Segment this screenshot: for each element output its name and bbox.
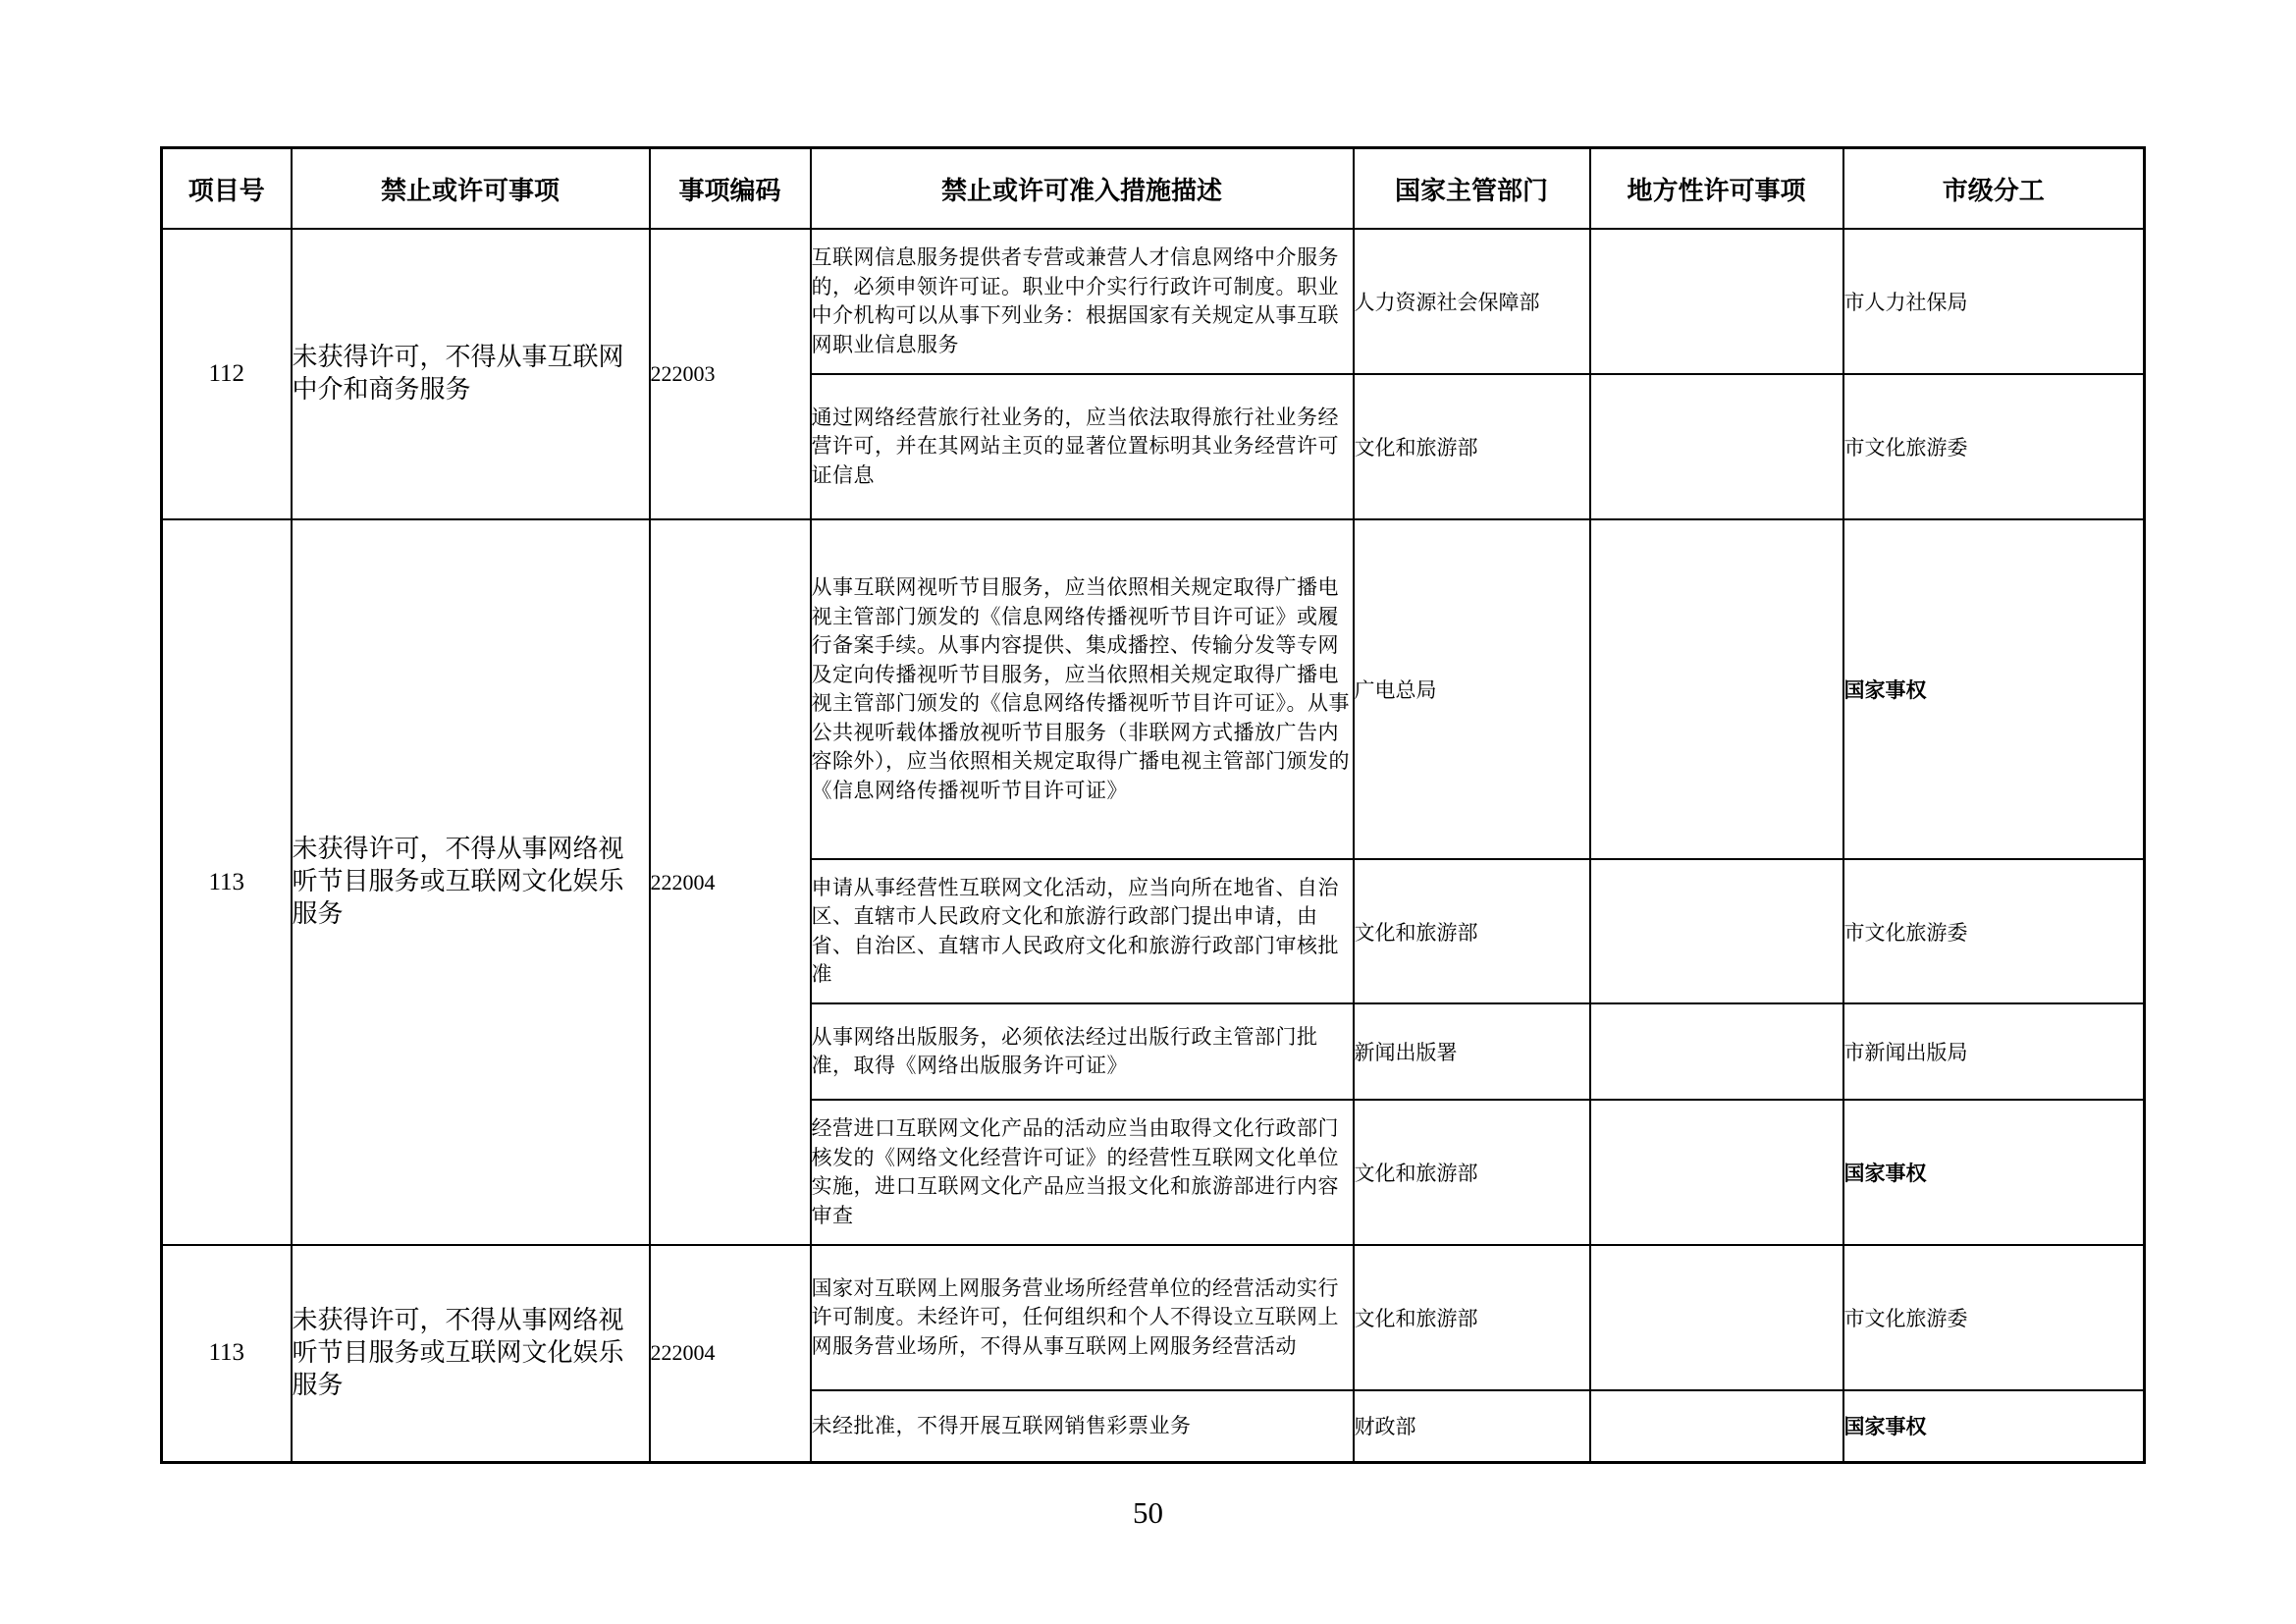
item-code: 222004: [650, 1245, 811, 1462]
item-number: 112: [162, 229, 292, 519]
header-num: 项目号: [162, 148, 292, 230]
local-permit: [1590, 1390, 1843, 1462]
measure-description: 经营进口互联网文化产品的活动应当由取得文化行政部门核发的《网络文化经营许可证》的经营性互联网文化单位实施，进口互联网文化产品应当报文化和旅游部进行内容审查: [811, 1100, 1354, 1245]
city-division: 市新闻出版局: [1843, 1003, 2145, 1100]
measure-description: 国家对互联网上网服务营业场所经营单位的经营活动实行许可制度。未经许可，任何组织和个人不得设立互联网上网服务营业场所，不得从事互联网上网服务经营活动: [811, 1245, 1354, 1390]
city-division: 市人力社保局: [1843, 229, 2145, 374]
city-division: 国家事权: [1843, 1100, 2145, 1245]
national-department: 广电总局: [1354, 519, 1590, 859]
city-division: 市文化旅游委: [1843, 374, 2145, 519]
measure-description: 互联网信息服务提供者专营或兼营人才信息网络中介服务的，必须申领许可证。职业中介实行行政许可制度。职业中介机构可以从事下列业务：根据国家有关规定从事互联网职业信息服务: [811, 229, 1354, 374]
national-department: 文化和旅游部: [1354, 1245, 1590, 1390]
local-permit: [1590, 859, 1843, 1003]
measure-description: 从事网络出版服务，必须依法经过出版行政主管部门批准，取得《网络出版服务许可证》: [811, 1003, 1354, 1100]
page-number: 50: [1133, 1495, 1163, 1530]
national-department: 人力资源社会保障部: [1354, 229, 1590, 374]
national-department: 新闻出版署: [1354, 1003, 1590, 1100]
item-name: 未获得许可，不得从事互联网中介和商务服务: [292, 229, 650, 519]
header-dept: 国家主管部门: [1354, 148, 1590, 230]
header-item: 禁止或许可事项: [292, 148, 650, 230]
city-division: 市文化旅游委: [1843, 1245, 2145, 1390]
item-code: 222004: [650, 519, 811, 1245]
national-department: 文化和旅游部: [1354, 1100, 1590, 1245]
item-name: 未获得许可，不得从事网络视听节目服务或互联网文化娱乐服务: [292, 1245, 650, 1462]
city-division: 国家事权: [1843, 1390, 2145, 1462]
measure-description: 申请从事经营性互联网文化活动，应当向所在地省、自治区、直辖市人民政府文化和旅游行政部门提出申请，由省、自治区、直辖市人民政府文化和旅游行政部门审核批准: [811, 859, 1354, 1003]
item-number: 113: [162, 519, 292, 1245]
local-permit: [1590, 229, 1843, 374]
table-row: [162, 229, 2145, 374]
local-permit: [1590, 1245, 1843, 1390]
national-department: 文化和旅游部: [1354, 374, 1590, 519]
local-permit: [1590, 519, 1843, 859]
measure-description: 未经批准，不得开展互联网销售彩票业务: [811, 1390, 1354, 1462]
header-row: [162, 148, 2145, 230]
header-city: 市级分工: [1843, 148, 2145, 230]
table-row: [162, 1245, 2145, 1390]
local-permit: [1590, 1100, 1843, 1245]
header-local: 地方性许可事项: [1590, 148, 1843, 230]
header-desc: 禁止或许可准入措施描述: [811, 148, 1354, 230]
license-table: [160, 146, 2146, 1464]
item-code: 222003: [650, 229, 811, 519]
item-name: 未获得许可，不得从事网络视听节目服务或互联网文化娱乐服务: [292, 519, 650, 1245]
table-row: [162, 519, 2145, 859]
local-permit: [1590, 374, 1843, 519]
header-code: 事项编码: [650, 148, 811, 230]
city-division: 市文化旅游委: [1843, 859, 2145, 1003]
measure-description: 从事互联网视听节目服务，应当依照相关规定取得广播电视主管部门颁发的《信息网络传播视听节目许可证》或履行备案手续。从事内容提供、集成播控、传输分发等专网及定向传播视听节目服务，应当依照相关规定取得广播电视主管部门颁发的《信息网络传播视听节目许可证》。从事公共视听载体播放视听节目服务（非联网方式播放广告内容除外），应当依照相关规定取得广播电视主管部门颁发的《信息网络传播视听节目许可证》: [811, 519, 1354, 859]
national-department: 文化和旅游部: [1354, 859, 1590, 1003]
measure-description: 通过网络经营旅行社业务的，应当依法取得旅行社业务经营许可，并在其网站主页的显著位置标明其业务经营许可证信息: [811, 374, 1354, 519]
item-number: 113: [162, 1245, 292, 1462]
local-permit: [1590, 1003, 1843, 1100]
city-division: 国家事权: [1843, 519, 2145, 859]
national-department: 财政部: [1354, 1390, 1590, 1462]
